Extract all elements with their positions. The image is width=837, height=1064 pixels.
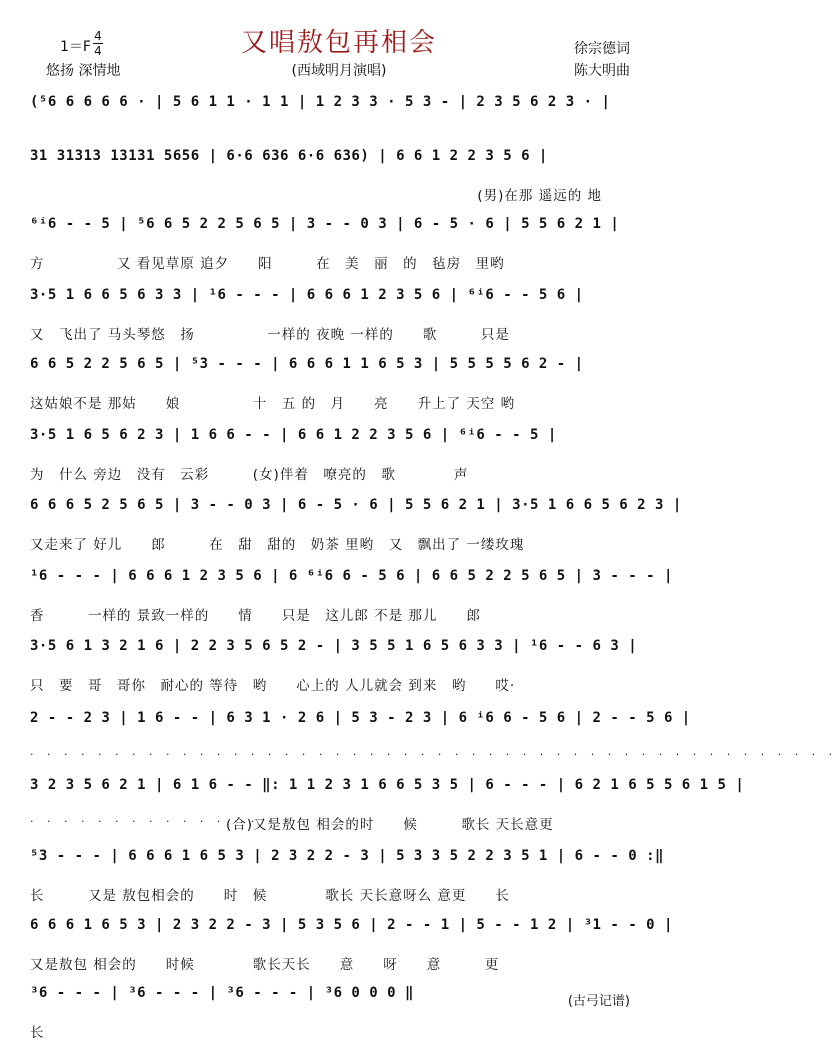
notation-line: 3·5 6 1 3 2 1 6 | 2 2 3 5 6 5 2 - | 3 5 5 1 6 5 6 3 3 | ¹6 - - 6 3 | [30, 638, 638, 654]
composer: 陈大明曲 [574, 63, 630, 79]
lyric-line: 只 要 哥 哥你 耐心的 等待 哟 心上的 人儿就会 到来 哟 哎· [30, 678, 516, 694]
notation-line: 3·5 1 6 6 5 6 3 3 | ¹6 - - - | 6 6 6 1 2 3 5 6 | ⁶ⁱ6 - - 5 6 | [30, 287, 584, 303]
score-system-14 [30, 985, 642, 1053]
score-system-4 [30, 287, 642, 355]
notation-line: ⁶ⁱ6 - - 5 | ⁵6 6 5 2 2 5 6 5 | 3 - - 0 3 | 6 - 5 · 6 | 5 5 6 2 1 | [30, 216, 620, 232]
score-system-5 [30, 356, 642, 424]
transcriber-credit: (古弓记谱) [567, 994, 630, 1009]
lyric-line: 为 什么 旁边 没有 云彩 (女)伴着 嘹亮的 歌 声 [30, 467, 469, 483]
lyric-line: 又是敖包 相会的 时候 歌长天长 意 呀 意 更 [30, 957, 500, 973]
score-system-10 [30, 710, 837, 778]
score-system-3 [30, 216, 642, 284]
notation-line: ¹6 - - - | 6 6 6 1 2 3 5 6 | 6 ⁶ⁱ6 6 - 5 6 | 6 6 5 2 2 5 6 5 | 3 - - - | [30, 568, 673, 584]
lyric-line: (男)在那 遥远的 地 [477, 188, 602, 204]
dotted-placeholder-line: · · · · · · · · · · · · · · · · · [30, 815, 311, 828]
notation-line: 3 2 3 5 6 2 1 | 6 1 6 - - ‖: 1 1 2 3 1 6 6 5 3 5 | 6 - - - | 6 2 1 6 5 5 6 1 5 | [30, 777, 745, 793]
time-signature-top: 4 [94, 29, 102, 43]
key-signature: 1＝F [60, 39, 91, 55]
notation-line: 6 6 6 1 6 5 3 | 2 3 2 2 - 3 | 5 3 5 6 | 2 - - 1 | 5 - - 1 2 | ³1 - - 0 | [30, 917, 673, 933]
dotted-placeholder-line: · · · · · · · · · · · · · · · · · · · · · · · · · · · · · · · · · · · · · · · · · · · · · · · · [30, 748, 837, 761]
lyric-line: 长 [30, 1025, 45, 1041]
score-system-9 [30, 638, 642, 706]
lyric-line: 又 飞出了 马头琴悠 扬 一样的 夜晚 一样的 歌 只是 [30, 327, 510, 343]
notation-line: ⁵3 - - - | 6 6 6 1 6 5 3 | 2 3 2 2 - 3 | 5 3 3 5 2 2 3 5 1 | 6 - - 0 :‖ [30, 848, 664, 864]
notation-line: 6 6 6 5 2 5 6 5 | 3 - - 0 3 | 6 - 5 · 6 | 5 5 6 2 1 | 3·5 1 6 6 5 6 2 3 | [30, 497, 682, 513]
score-system-7 [30, 497, 682, 565]
time-signature-bottom: 4 [94, 44, 102, 58]
score-system-13 [30, 917, 673, 985]
notation-line: (⁵6 6 6 6 6 · | 5 6 1 1 · 1 1 | 1 2 3 3 · 5 3 - | 2 3 5 6 2 3 · | [30, 94, 611, 110]
lyric-line: 香 一样的 景致一样的 情 只是 这儿郎 不是 那儿 郎 [30, 608, 481, 624]
notation-line: 3·5 1 6 5 6 2 3 | 1 6 6 - - | 6 6 1 2 2 3 5 6 | ⁶ⁱ6 - - 5 | [30, 427, 557, 443]
lyric-line: 这姑娘不是 那姑 娘 十 五 的 月 亮 升上了 天空 哟 [30, 396, 516, 412]
singer-credit: (西域明月演唱) [291, 63, 387, 79]
notation-line: 2 - - 2 3 | 1 6 - - | 6 3 1 · 2 6 | 5 3 - 2 3 | 6 ⁱ6 6 - 5 6 | 2 - - 5 6 | [30, 710, 691, 726]
lyric-line: (合)又是敖包 相会的时 候 歌长 天长意更 [226, 817, 554, 833]
lyricist: 徐宗德词 [574, 41, 630, 57]
performance-mood: 悠扬 深情地 [46, 63, 121, 79]
score-system-11 [30, 777, 745, 845]
score-system-8 [30, 568, 673, 636]
lyric-line: 长 又是 敖包相会的 时 候 歌长 天长意呀么 意更 长 [30, 888, 510, 904]
time-signature [93, 30, 103, 57]
notation-line: 6 6 5 2 2 5 6 5 | ⁵3 - - - | 6 6 6 1 1 6 5 3 | 5 5 5 5 6 2 - | [30, 356, 584, 372]
score-system-2 [30, 148, 642, 216]
notation-line: ³6 - - - | ³6 - - - | ³6 - - - | ³6 0 0 0 ‖ [30, 985, 414, 1001]
song-title: 又唱敖包再相会 [240, 28, 437, 58]
score-system-12 [30, 848, 664, 916]
lyric-line: 又走来了 好儿 郎 在 甜 甜的 奶茶 里哟 又 飘出了 一缕玫瑰 [30, 537, 525, 553]
score-system-6 [30, 427, 642, 495]
lyric-line: 方 又 看见草原 追夕 阳 在 美 丽 的 毡房 里哟 [30, 256, 505, 272]
notation-line: 31 31313 13131 5656 | 6·6 636 6·6 636) | 6 6 1 2 2 3 5 6 | [30, 148, 548, 164]
